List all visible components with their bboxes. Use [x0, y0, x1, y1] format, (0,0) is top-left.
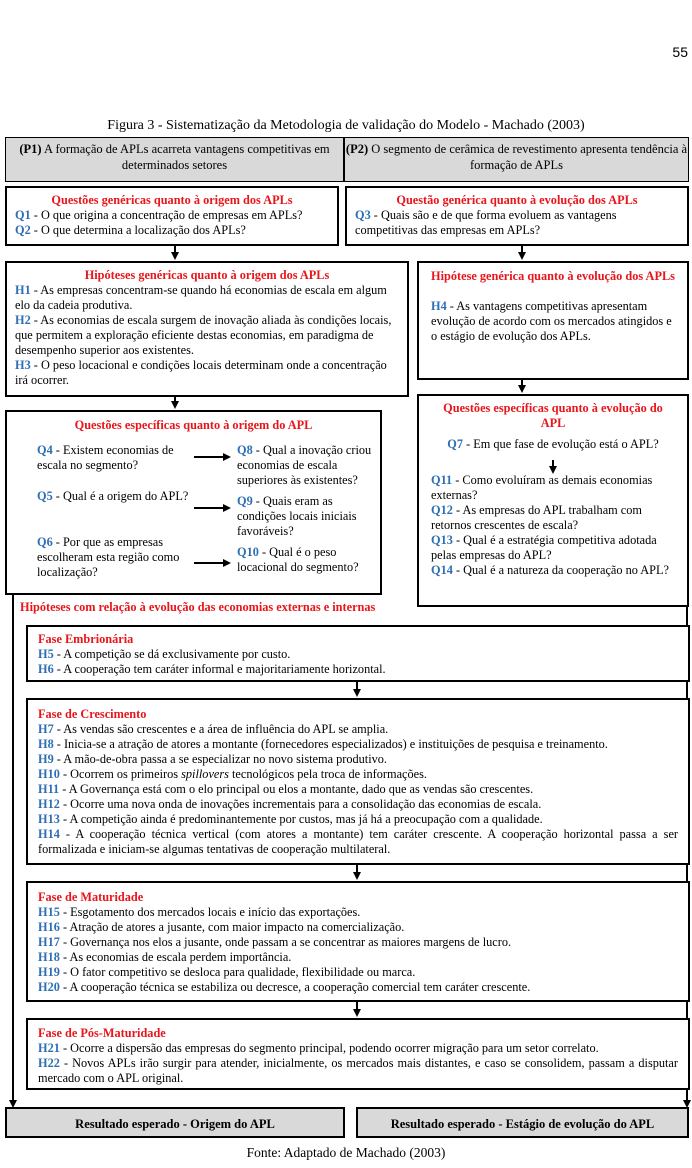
- q13: Q13 - Qual é a estratégia competitiva adotada pelas empresas do APL?: [431, 533, 657, 562]
- q5: Q5 - Qual é a origem do APL?: [37, 489, 189, 503]
- phase-growth: [26, 698, 690, 865]
- q3: Q3 - Quais são e de que forma evoluem as vantagens competitivas das empresas em APLs?: [355, 208, 617, 237]
- p2-text: O segmento de cerâmica de revestimento apresenta tendência à formação de APLs: [368, 142, 688, 172]
- q11: Q11 - Como evoluíram as demais economias externas?: [431, 473, 653, 502]
- q12: Q12 - As empresas do APL trabalham com retornos crescentes de escala?: [431, 503, 642, 532]
- q6: Q6 - Por que as empresas escolheram esta região como localização?: [37, 535, 180, 579]
- hypotheses-evolution-label: Hipóteses com relação à evolução das economias externas e internas: [20, 600, 376, 614]
- phase-post-maturity: [26, 1018, 690, 1090]
- figure-source: Fonte: Adaptado de Machado (2003): [246, 1145, 446, 1160]
- h9: H9 - A mão-de-obra passa a se especializar no novo sistema produtivo.: [38, 752, 388, 766]
- generic-questions-origin-title: Questões genéricas quanto à origem dos APLs: [51, 193, 293, 207]
- h21: H21 - Ocorre a dispersão das empresas do segmento principal, podendo ocorrer migração para um setor correlato.: [38, 1041, 599, 1055]
- page-number: 55: [672, 44, 688, 60]
- q4: Q4 - Existem economias de escala no segmento?: [37, 443, 174, 472]
- q14: Q14 - Qual é a natureza da cooperação no APL?: [431, 563, 669, 577]
- q9: Q9 - Quais eram as condições locais iniciais favoráveis?: [237, 494, 357, 538]
- generic-hypotheses-origin: [5, 261, 409, 397]
- h22: H22 - Novos APLs irão surgir para atender, inicialmente, os mercados mais distantes, e caso se consolidem, passam a disputar mercado com o APL original.: [38, 1056, 678, 1085]
- q2: Q2 - O que determina a localização dos APLs?: [15, 223, 246, 237]
- phase-embryonic-title: Fase Embrionária: [38, 632, 134, 646]
- generic-question-evolution: [345, 186, 689, 246]
- h7: H7 - As vendas são crescentes e a área de influência do APL se amplia.: [38, 722, 389, 736]
- h18: H18 - As economias de escala perdem importância.: [38, 950, 292, 964]
- p1-text: A formação de APLs acarreta vantagens competitivas em determinados setores: [41, 142, 330, 172]
- q10: Q10 - Qual é o peso locacional do segmento?: [237, 545, 359, 574]
- h11: H11 - A Governança está com o elo principal ou elos a montante, dado que as vendas são crescentes.: [38, 782, 534, 796]
- phase-maturity-title: Fase de Maturidade: [38, 890, 144, 904]
- h17: H17 - Governança nos elos a jusante, onde passam a se concentrar as maiores margens de lucro.: [38, 935, 512, 949]
- h16: H16 - Atração de atores a jusante, com maior impacto na comercialização.: [38, 920, 405, 934]
- figure-title: Figura 3 - Sistematização da Metodologia de validação do Modelo - Machado (2003): [107, 118, 585, 133]
- phase-maturity: [26, 881, 690, 1002]
- q7: Q7 - Em que fase de evolução está o APL?: [447, 437, 659, 451]
- phase-embryonic: [26, 625, 690, 682]
- result-evolution: Resultado esperado - Estágio de evolução do APL: [356, 1107, 689, 1138]
- premise-p2: [344, 137, 689, 182]
- h3: H3 - O peso locacional e condições locais determinam onde a concentração irá ocorrer.: [15, 358, 387, 387]
- p2-code: (P2): [345, 142, 369, 156]
- h5: H5 - A competição se dá exclusivamente por custo.: [38, 647, 291, 661]
- phase-post-maturity-title: Fase de Pós-Maturidade: [38, 1026, 166, 1040]
- generic-questions-origin: [5, 186, 339, 246]
- generic-question-evolution-title: Questão genérica quanto à evolução dos APLs: [396, 193, 638, 207]
- q8: Q8 - Qual a inovação criou economias de escala superiores às existentes?: [237, 443, 372, 487]
- h1: H1 - As empresas concentram-se quando há economias de escala em algum elo da cadeia produtiva.: [15, 283, 387, 312]
- h19: H19 - O fator competitivo se desloca para qualidade, flexibilidade ou marca.: [38, 965, 416, 979]
- h13: H13 - A competição ainda é predominantemente por custos, mas já há a preocupação com a qualidade.: [38, 812, 543, 826]
- specific-questions-evolution-title: Questões específicas quanto à evolução do APL: [443, 401, 663, 430]
- h8: H8 - Inicia-se a atração de atores a montante (fornecedores especializados) e instituições de pesquisa e treinamento.: [38, 737, 608, 751]
- specific-questions-evolution: [417, 394, 689, 607]
- phase-growth-title: Fase de Crescimento: [38, 707, 147, 721]
- generic-hypothesis-evolution: [417, 261, 689, 380]
- h12: H12 - Ocorre uma nova onda de inovações incrementais para a consolidação das economias de escala.: [38, 797, 542, 811]
- q1: Q1 - O que origina a concentração de empresas em APLs?: [15, 208, 303, 222]
- p1-code: (P1): [19, 142, 42, 156]
- h14: H14 - A cooperação técnica vertical (com atores a montante) tem caráter crescente. A cooperação horizontal passa a ser formalizada e iniciam-se algumas tentativas de cooperação multilateral.: [38, 827, 678, 856]
- h15: H15 - Esgotamento dos mercados locais e início das exportações.: [38, 905, 361, 919]
- generic-hypothesis-evolution-title: Hipótese genérica quanto à evolução dos APLs: [431, 269, 675, 283]
- specific-questions-origin-title: Questões específicas quanto à origem do APL: [74, 418, 313, 432]
- h10: H10 - Ocorrem os primeiros spillovers tecnológicos pela troca de informações.: [38, 767, 427, 781]
- result-origin: Resultado esperado - Origem do APL: [5, 1107, 345, 1138]
- specific-questions-origin: [5, 410, 382, 595]
- h4: H4 - As vantagens competitivas apresentam evolução de acordo com os mercados atingidos e o estágio de evolução dos APLs.: [431, 299, 672, 343]
- h6: H6 - A cooperação tem caráter informal e majoritariamente horizontal.: [38, 662, 386, 676]
- h20: H20 - A cooperação técnica se estabiliza ou decresce, a cooperação comercial tem caráter crescente.: [38, 980, 531, 994]
- generic-hypotheses-origin-title: Hipóteses genéricas quanto à origem dos APLs: [84, 268, 330, 282]
- premise-p1: [5, 137, 344, 182]
- h2: H2 - As economias de escala surgem de inovação aliada às condições locais, que permitem a exploração eficiente destas economias, em paradigma de desempenho superior aos existentes.: [15, 313, 392, 357]
